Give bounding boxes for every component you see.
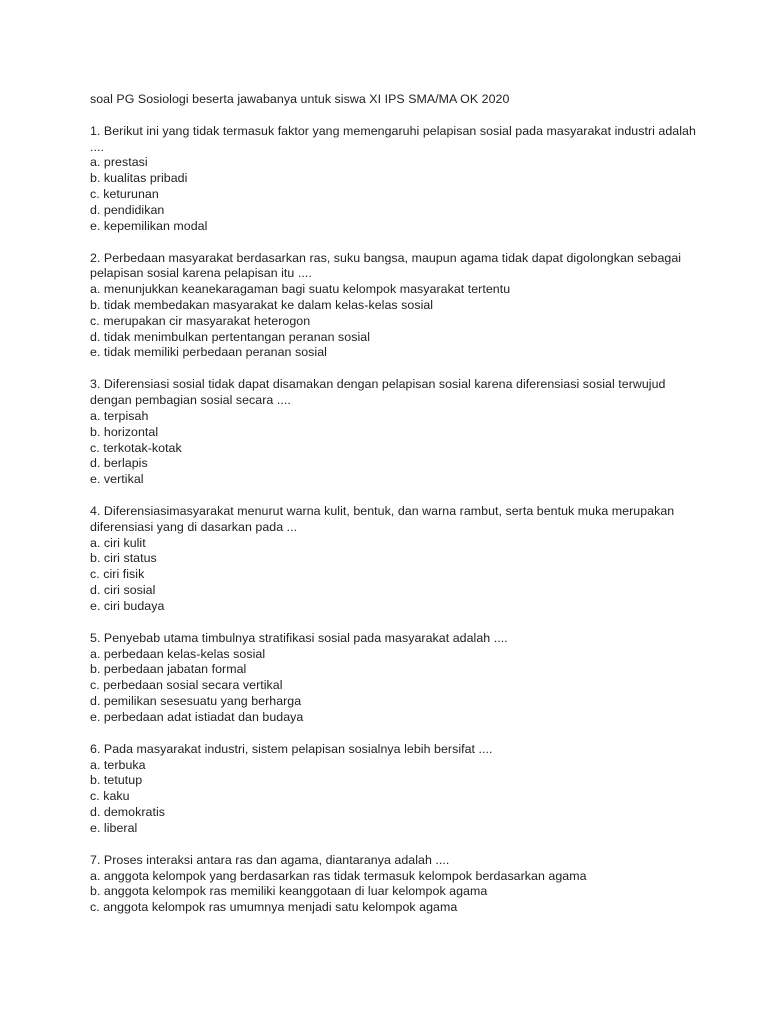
question-6	[90, 742, 710, 837]
answer-option-c: c. ciri fisik	[90, 567, 145, 582]
answer-option-a: a. menunjukkan keanekaragaman bagi suatu kelompok masyarakat tertentu	[90, 282, 511, 297]
question-text: 3. Diferensiasi sosial tidak dapat disamakan dengan pelapisan sosial karena diferensiasi sosial terwujud dengan pembagian sosial secara ....	[90, 377, 666, 408]
answer-option-d: d. ciri sosial	[90, 583, 156, 598]
answer-option-b: b. tetutup	[90, 773, 143, 788]
answer-option-b: b. horizontal	[90, 424, 159, 439]
question-text: 6. Pada masyarakat industri, sistem pelapisan sosialnya lebih bersifat ....	[90, 741, 493, 756]
question-text: 4. Diferensiasimasyarakat menurut warna kulit, bentuk, dan warna rambut, serta bentuk muka merupakan diferensiasi yang di dasarkan pada ...	[90, 504, 675, 534]
answer-option-e: e. tidak memiliki perbedaan peranan sosial	[90, 345, 327, 360]
answer-option-c: c. anggota kelompok ras umumnya menjadi satu kelompok agama	[90, 900, 458, 915]
answer-option-e: e. perbedaan adat istiadat dan budaya	[90, 709, 304, 724]
question-text: 1. Berikut ini yang tidak termasuk faktor yang memengaruhi pelapisan sosial pada masyarakat industri adalah ....	[90, 123, 696, 154]
answer-option-b: b. kualitas pribadi	[90, 171, 188, 186]
document-title: soal PG Sosiologi beserta jawabanya untuk siswa XI IPS SMA/MA OK 2020	[90, 92, 510, 106]
answer-option-c: c. keturunan	[90, 186, 159, 201]
question-text: 5. Penyebab utama timbulnya stratifikasi sosial pada masyarakat adalah ....	[90, 630, 508, 645]
question-text: 7. Proses interaksi antara ras dan agama, diantaranya adalah ....	[90, 852, 450, 867]
answer-option-d: d. pendidikan	[90, 202, 165, 217]
document-content	[90, 92, 710, 932]
answer-option-e: e. kepemilikan modal	[90, 218, 208, 233]
question-4	[90, 504, 710, 615]
answer-option-e: e. liberal	[90, 820, 138, 835]
answer-option-a: a. prestasi	[90, 155, 148, 170]
answer-option-a: a. terbuka	[90, 757, 146, 772]
answer-option-d: d. tidak menimbulkan pertentangan peranan sosial	[90, 329, 370, 344]
answer-option-a: a. ciri kulit	[90, 535, 146, 550]
answer-option-b: b. ciri status	[90, 551, 157, 566]
answer-option-b: b. tidak membedakan masyarakat ke dalam kelas-kelas sosial	[90, 297, 434, 312]
answer-option-c: c. merupakan cir masyarakat heterogon	[90, 313, 311, 328]
answer-option-a: a. terpisah	[90, 408, 149, 423]
answer-option-e: e. vertikal	[90, 472, 144, 487]
answer-option-d: d. demokratis	[90, 805, 166, 820]
question-1	[90, 124, 710, 235]
question-7	[90, 853, 710, 916]
answer-option-c: c. kaku	[90, 789, 130, 804]
answer-option-a: a. anggota kelompok yang berdasarkan ras tidak termasuk kelompok berdasarkan agama	[90, 868, 587, 883]
answer-option-d: d. pemilikan sesesuatu yang berharga	[90, 694, 302, 709]
answer-option-c: c. perbedaan sosial secara vertikal	[90, 678, 283, 693]
answer-option-a: a. perbedaan kelas-kelas sosial	[90, 646, 266, 661]
answer-option-b: b. perbedaan jabatan formal	[90, 662, 247, 677]
answer-option-e: e. ciri budaya	[90, 598, 165, 613]
answer-option-d: d. berlapis	[90, 456, 148, 471]
question-text: 2. Perbedaan masyarakat berdasarkan ras, suku bangsa, maupun agama tidak dapat digolongkan sebagai pelapisan sosial karena pelapisan itu ....	[90, 250, 682, 281]
answer-option-c: c. terkotak-kotak	[90, 440, 182, 455]
question-5	[90, 631, 710, 726]
question-2	[90, 251, 710, 362]
answer-option-b: b. anggota kelompok ras memiliki keanggotaan di luar kelompok agama	[90, 884, 488, 899]
question-3	[90, 377, 710, 488]
